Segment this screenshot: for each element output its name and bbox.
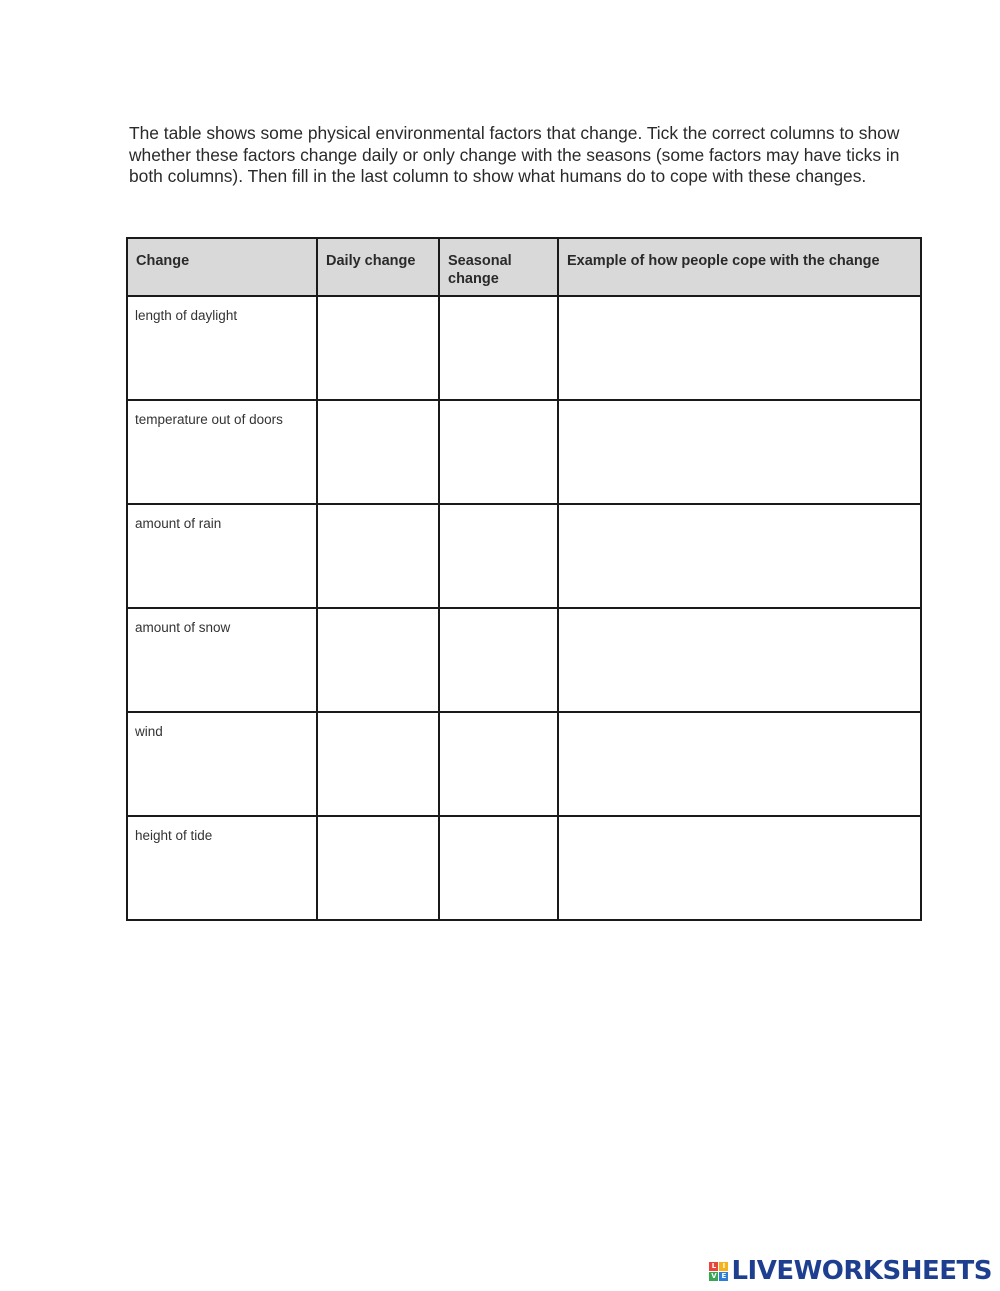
row-label: amount of snow — [127, 608, 317, 712]
worksheet-table — [126, 237, 922, 921]
table-row — [127, 816, 921, 920]
instructions-text: The table shows some physical environmental factors that change. Tick the correct columns to show whether these factors change daily or only change with the seasons (some factors may have ticks in both columns). Then fill in the last column to show what humans do to cope with these changes. — [129, 123, 900, 186]
daily-change-cell[interactable] — [317, 504, 439, 608]
seasonal-change-cell[interactable] — [439, 504, 558, 608]
logo-text: LIVEWORKSHEETS — [731, 1256, 992, 1286]
daily-change-cell[interactable] — [317, 296, 439, 400]
example-answer-cell[interactable] — [558, 816, 921, 920]
table-row — [127, 504, 921, 608]
example-answer-cell[interactable] — [558, 712, 921, 816]
seasonal-change-cell[interactable] — [439, 608, 558, 712]
row-label: length of daylight — [127, 296, 317, 400]
example-answer-cell[interactable] — [558, 400, 921, 504]
seasonal-change-cell[interactable] — [439, 712, 558, 816]
header-seasonal-change: Seasonal change — [439, 238, 558, 296]
seasonal-change-cell[interactable] — [439, 816, 558, 920]
row-label: amount of rain — [127, 504, 317, 608]
row-label: temperature out of doors — [127, 400, 317, 504]
table-row — [127, 296, 921, 400]
logo-mark-letter: L — [709, 1262, 718, 1271]
daily-change-cell[interactable] — [317, 608, 439, 712]
row-label: wind — [127, 712, 317, 816]
example-answer-cell[interactable] — [558, 296, 921, 400]
daily-change-cell[interactable] — [317, 400, 439, 504]
table-header-row — [127, 238, 921, 296]
row-label: height of tide — [127, 816, 317, 920]
header-daily-change: Daily change — [317, 238, 439, 296]
logo-mark-letter: I — [719, 1262, 728, 1271]
header-example: Example of how people cope with the change — [558, 238, 921, 296]
seasonal-change-cell[interactable] — [439, 400, 558, 504]
example-answer-cell[interactable] — [558, 608, 921, 712]
daily-change-cell[interactable] — [317, 816, 439, 920]
liveworksheets-logo — [709, 1254, 992, 1288]
seasonal-change-cell[interactable] — [439, 296, 558, 400]
logo-mark-letter: V — [711, 1271, 717, 1280]
daily-change-cell[interactable] — [317, 712, 439, 816]
logo-mark-letter: E — [719, 1272, 728, 1281]
example-answer-cell[interactable] — [558, 504, 921, 608]
liveworksheets-logo-icon — [709, 1262, 728, 1281]
table-row — [127, 712, 921, 816]
table-row — [127, 608, 921, 712]
table-row — [127, 400, 921, 504]
header-change: Change — [127, 238, 317, 296]
